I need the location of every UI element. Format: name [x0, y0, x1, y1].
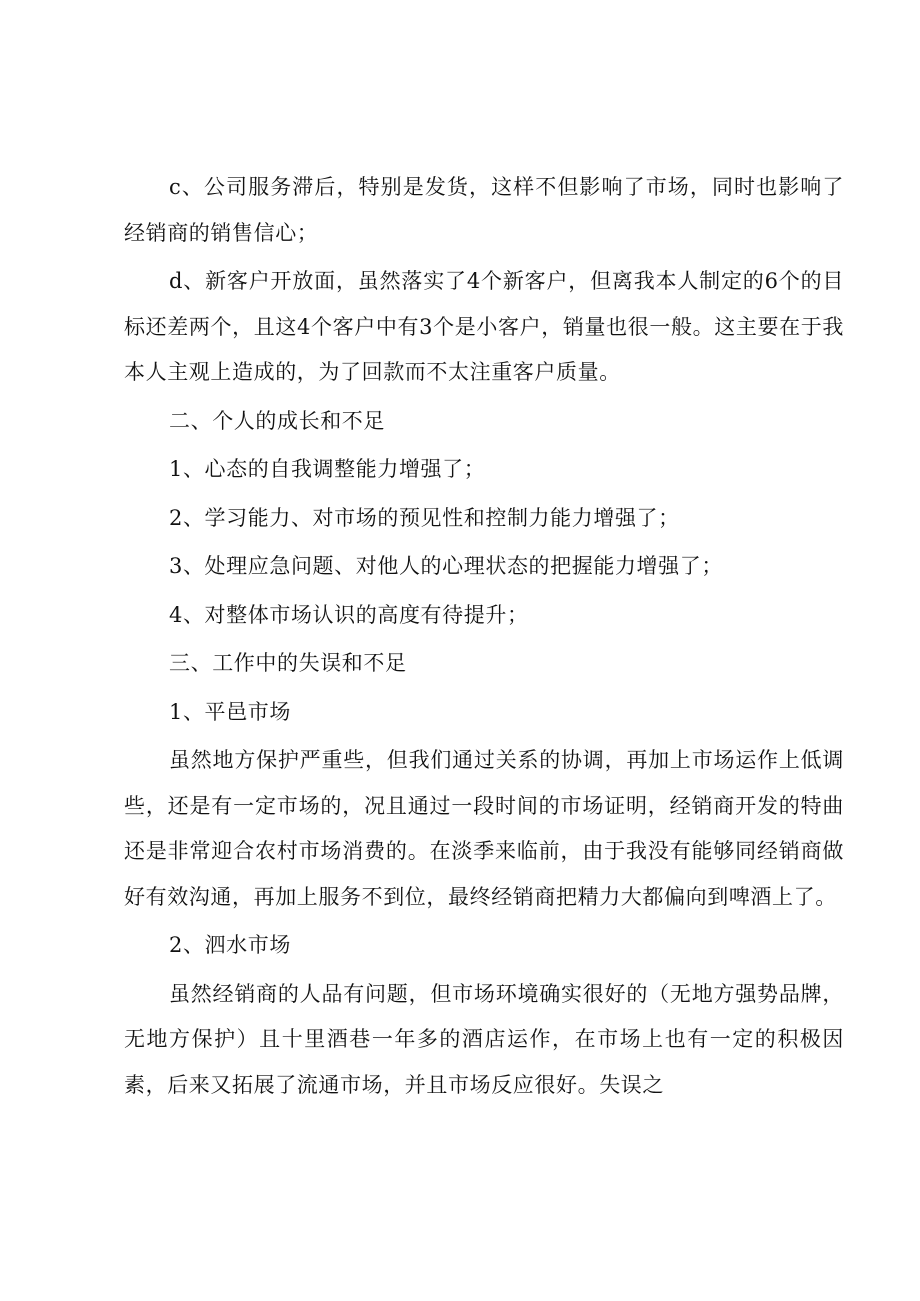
paragraph-new-customers: d、新客户开放面，虽然落实了4个新客户，但离我本人制定的6个的目标还差两个，且这4个客户中有3个是小客户，销量也很一般。这主要在于我本人主观上造成的，为了回款而不太注重客户质量。: [124, 269, 844, 384]
heading-personal-growth: 二、个人的成长和不足: [169, 408, 385, 433]
heading-mistakes: 三、工作中的失误和不足: [169, 651, 407, 675]
paragraph-sishui: 虽然经销商的人品有问题，但市场环境确实很好的（无地方强势品牌，无地方保护）且十里酒巷一年多的酒店运作，在市场上也有一定的积极因素，后来又拓展了流通市场，并且市场反应很好。失误之: [124, 981, 844, 1097]
list-item-learning: 2、学习能力、对市场的预见性和控制力能力增强了；: [169, 505, 680, 530]
subheading-sishui-market: 2、泗水市场: [169, 933, 291, 957]
list-item-mindset: 1、心态的自我调整能力增强了；: [169, 457, 486, 481]
list-item-market-awareness: 4、对整体市场认识的高度有待提升；: [169, 602, 529, 627]
paragraph-service-lag: c、公司服务滞后，特别是发货，这样不但影响了市场，同时也影响了经销商的销售信心；: [124, 175, 844, 245]
subheading-pingyi-market: 1、平邑市场: [169, 699, 291, 724]
document-body: [124, 165, 844, 1108]
paragraph-pingyi: 虽然地方保护严重些，但我们通过关系的协调，再加上市场运作上低调些，还是有一定市场的，况且通过一段时间的市场证明，经销商开发的特曲还是非常迎合农村市场消费的。在淡季来临前，由于我没有能够同经销商做好有效沟通，再加上服务不到位，最终经销商把精力大都偏向到啤酒上了。: [124, 748, 844, 909]
list-item-emergency: 3、处理应急问题、对他人的心理状态的把握能力增强了；: [169, 554, 723, 578]
